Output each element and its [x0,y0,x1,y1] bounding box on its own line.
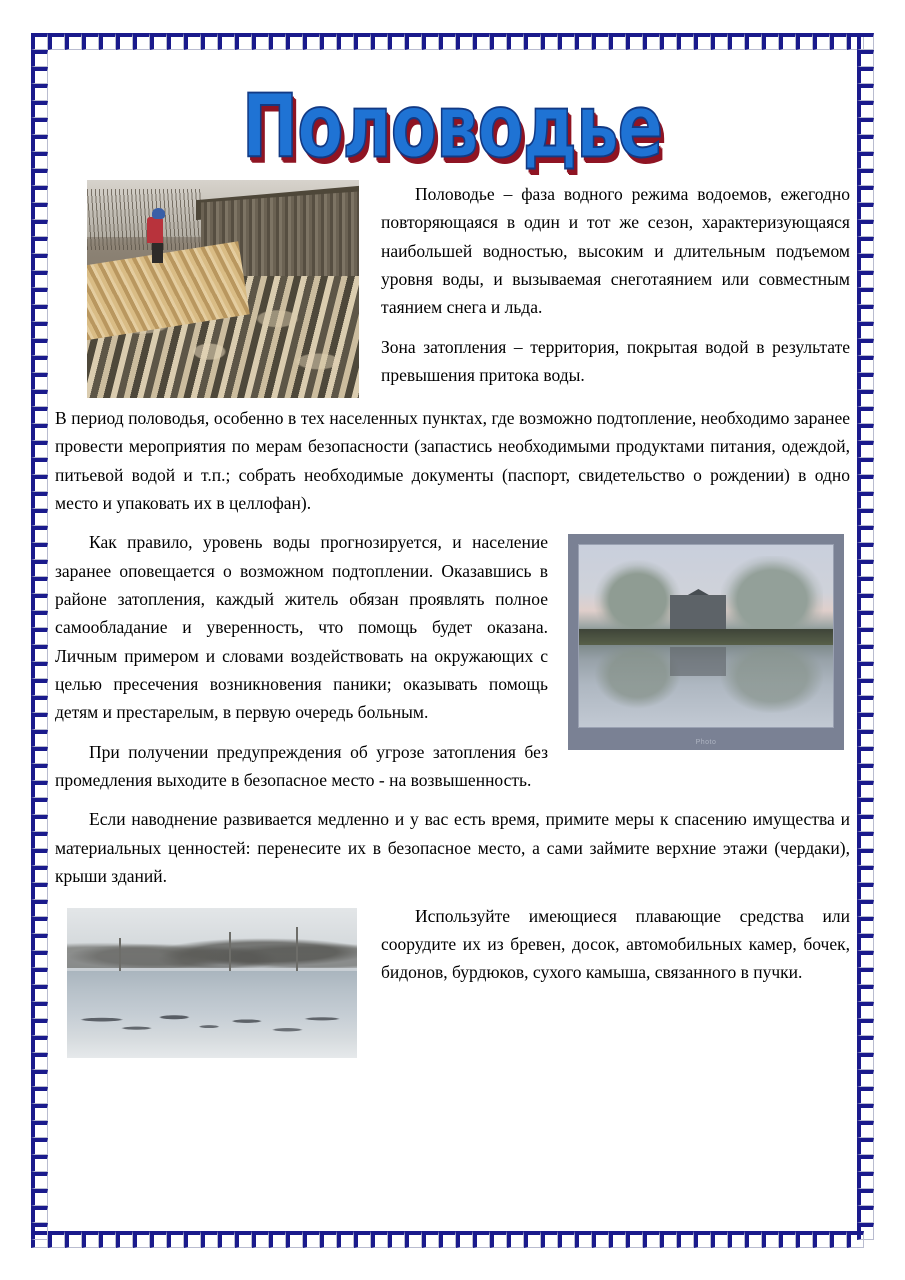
border-brick-bottom [116,1231,133,1248]
paragraph-warning: При получении предупреждения об угрозе затопления без промедления выходите в безопасное место - на возвышенность. [55,741,548,791]
border-brick-bottom [677,1231,694,1248]
border-brick-bottom [592,1231,609,1248]
border-brick-right [857,747,874,764]
border-brick-left [31,1206,48,1223]
border-brick-right [857,1155,874,1172]
border-brick-bottom [626,1231,643,1248]
border-brick-bottom [643,1231,660,1248]
border-brick-top [490,33,507,50]
border-brick-right [857,101,874,118]
border-brick-top [235,33,252,50]
border-brick-bottom [609,1231,626,1248]
border-brick-right [857,696,874,713]
border-brick-left [31,492,48,509]
border-brick-right [857,322,874,339]
border-brick-left [31,1138,48,1155]
border-brick-bottom [456,1231,473,1248]
border-brick-top [150,33,167,50]
border-brick-right [857,305,874,322]
border-brick-right [857,475,874,492]
border-brick-top [728,33,745,50]
border-brick-top [201,33,218,50]
border-brick-bottom [507,1231,524,1248]
border-brick-top [779,33,796,50]
border-brick-left [31,594,48,611]
border-brick-left [31,815,48,832]
border-brick-left [31,543,48,560]
border-brick-left [31,866,48,883]
border-brick-bottom [847,1231,864,1248]
border-brick-bottom [269,1231,286,1248]
photo-logs-person-legs [152,241,163,263]
border-brick-bottom [524,1231,541,1248]
border-brick-right [857,577,874,594]
border-brick-left [31,220,48,237]
photo-logs-person-hood [152,208,165,219]
border-brick-left [31,186,48,203]
border-brick-top [133,33,150,50]
border-brick-bottom [830,1231,847,1248]
border-brick-right [857,152,874,169]
border-brick-left [31,679,48,696]
border-brick-top [48,33,65,50]
border-brick-bottom [762,1231,779,1248]
border-brick-bottom [99,1231,116,1248]
border-brick-right [857,866,874,883]
border-brick-top [473,33,490,50]
border-brick-right [857,917,874,934]
border-brick-bottom [133,1231,150,1248]
border-brick-top [847,33,864,50]
border-brick-top [660,33,677,50]
border-brick-right [857,1036,874,1053]
border-brick-bottom [31,1231,48,1248]
photo-reflection-mirror-house [670,647,726,676]
border-brick-right [857,1189,874,1206]
border-brick-top [558,33,575,50]
border-brick-right [857,1087,874,1104]
border-brick-left [31,1036,48,1053]
border-brick-right [857,339,874,356]
border-brick-left [31,628,48,645]
border-brick-left [31,475,48,492]
border-brick-right [857,594,874,611]
border-brick-right [857,356,874,373]
border-brick-top [507,33,524,50]
border-brick-right [857,84,874,101]
title-wordart: Половодье [242,76,663,178]
border-brick-left [31,849,48,866]
border-brick-right [857,254,874,271]
photo-flooded-plain [67,908,357,1058]
border-brick-right [857,611,874,628]
border-brick-right [857,237,874,254]
border-brick-left [31,169,48,186]
border-brick-left [31,577,48,594]
border-brick-left [31,883,48,900]
photo-logs-background-trees [87,189,201,250]
border-brick-bottom [150,1231,167,1248]
border-brick-left [31,917,48,934]
border-brick-bottom [796,1231,813,1248]
border-brick-right [857,968,874,985]
photo-reflection-mirror-tree-left [594,647,680,709]
border-brick-right [857,679,874,696]
paragraph-slow-flood: Если наводнение развивается медленно и у вас есть время, примите меры к спасению имущества и материальных ценностей: перенесите их в безопасное место, а сами займите верхние этажи (чердаки), крыши зданий. [55,809,850,887]
border-brick-top [31,33,48,50]
border-brick-top [592,33,609,50]
border-brick-top [269,33,286,50]
border-brick-bottom [303,1231,320,1248]
photo-reflection-mirror-tree-right [721,647,823,713]
border-brick-bottom [48,1231,65,1248]
border-brick-right [857,1019,874,1036]
border-brick-right [857,67,874,84]
border-brick-left [31,101,48,118]
border-brick-left [31,730,48,747]
border-brick-bottom [813,1231,830,1248]
content-area [55,60,850,1225]
border-brick-bottom [371,1231,388,1248]
photo-reflection-tree-right [721,556,823,636]
photo-dusk-reflection [578,544,834,728]
border-brick-right [857,288,874,305]
border-brick-top [116,33,133,50]
border-brick-left [31,798,48,815]
border-brick-right [857,951,874,968]
border-brick-right [857,645,874,662]
border-brick-right [857,373,874,390]
paragraph-definition-flood: Половодье – фаза водного режима водоемов, ежегодно повторяющаяся в один и тот же сезон, характеризующаяся наибольшей водностью, высоким и длительным подъемом уровня воды, и вызываемая снеготаянием или совместным таянием снега и льда. [381,184,850,318]
border-brick-bottom [82,1231,99,1248]
border-brick-right [857,798,874,815]
border-brick-left [31,1104,48,1121]
border-brick-top [813,33,830,50]
border-brick-left [31,1223,48,1240]
border-brick-top [575,33,592,50]
border-brick-right [857,815,874,832]
border-brick-right [857,832,874,849]
border-brick-bottom [473,1231,490,1248]
border-brick-top [388,33,405,50]
border-brick-left [31,611,48,628]
photo-reflection-frame [568,534,844,750]
border-brick-right [857,628,874,645]
border-brick-right [857,713,874,730]
border-brick-right [857,849,874,866]
photo-reflection-shoreline [579,629,833,645]
border-brick-bottom [252,1231,269,1248]
border-brick-bottom [184,1231,201,1248]
border-brick-left [31,1053,48,1070]
border-brick-left [31,985,48,1002]
border-brick-top [643,33,660,50]
border-brick-bottom [388,1231,405,1248]
border-brick-left [31,356,48,373]
border-brick-right [857,135,874,152]
border-brick-bottom [541,1231,558,1248]
border-brick-left [31,135,48,152]
border-brick-left [31,645,48,662]
border-brick-top [524,33,541,50]
border-brick-bottom [558,1231,575,1248]
border-brick-left [31,1172,48,1189]
border-brick-bottom [422,1231,439,1248]
border-brick-top [422,33,439,50]
border-brick-left [31,713,48,730]
border-brick-top [609,33,626,50]
paragraph-floating-means: Используйте имеющиеся плавающие средства или соорудите их из бревен, досок, автомобильных камер, бочек, бидонов, бурдюков, сухого камыша, связанного в пучки. [381,905,850,983]
border-brick-bottom [711,1231,728,1248]
border-brick-right [857,50,874,67]
page-title [55,60,850,180]
border-brick-top [694,33,711,50]
border-brick-right [857,509,874,526]
border-brick-top [745,33,762,50]
border-brick-top [796,33,813,50]
photo-flooded-firewood [87,180,359,398]
border-brick-top [405,33,422,50]
border-brick-top [184,33,201,50]
border-brick-top [541,33,558,50]
border-brick-left [31,526,48,543]
border-right-run [857,33,874,1240]
photo-reflection-tree-left [594,560,680,633]
border-brick-bottom [779,1231,796,1248]
border-brick-right [857,169,874,186]
photo-logs-person-body [147,217,163,243]
border-brick-left [31,441,48,458]
border-brick-right [857,1104,874,1121]
border-brick-top [337,33,354,50]
border-brick-right [857,730,874,747]
border-brick-left [31,900,48,917]
border-brick-top [371,33,388,50]
border-brick-left [31,237,48,254]
border-brick-right [857,33,874,50]
border-brick-left [31,254,48,271]
border-brick-left [31,509,48,526]
border-brick-right [857,883,874,900]
border-brick-top [626,33,643,50]
border-brick-bottom [235,1231,252,1248]
border-brick-right [857,118,874,135]
border-brick-right [857,1070,874,1087]
border-brick-top [762,33,779,50]
photo-plain-treeline [67,926,357,968]
border-brick-top [303,33,320,50]
border-brick-left [31,781,48,798]
border-brick-right [857,662,874,679]
border-brick-left [31,1019,48,1036]
border-brick-left [31,339,48,356]
border-brick-left [31,1155,48,1172]
border-brick-left [31,50,48,67]
border-brick-bottom [337,1231,354,1248]
border-brick-right [857,271,874,288]
border-brick-left [31,662,48,679]
border-brick-top [830,33,847,50]
border-brick-bottom [320,1231,337,1248]
border-brick-left [31,203,48,220]
border-brick-right [857,764,874,781]
paragraph-preparation: В период половодья, особенно в тех населенных пунктах, где возможно подтопление, необходимо заранее провести мероприятия по мерам безопасности (запастись необходимыми продуктами питания, одеждой, питьевой водой и т.п.; собрать необходимые документы (паспорт, свидетельство о рождении) в одно место и упаковать их в целлофан). [55,408,850,514]
border-brick-left [31,152,48,169]
border-brick-left [31,1087,48,1104]
border-brick-top [439,33,456,50]
border-brick-bottom [65,1231,82,1248]
border-brick-right [857,1138,874,1155]
border-brick-left [31,1070,48,1087]
border-brick-top [82,33,99,50]
border-brick-right [857,203,874,220]
border-brick-bottom [575,1231,592,1248]
border-brick-bottom [694,1231,711,1248]
border-brick-right [857,1053,874,1070]
border-brick-top [252,33,269,50]
border-left-run [31,33,48,1240]
border-top-run [31,33,864,50]
border-brick-right [857,934,874,951]
border-brick-right [857,424,874,441]
border-bottom-run [31,1231,864,1248]
border-brick-left [31,271,48,288]
border-brick-right [857,1121,874,1138]
border-brick-top [677,33,694,50]
border-brick-bottom [354,1231,371,1248]
border-brick-right [857,390,874,407]
border-brick-left [31,696,48,713]
border-brick-top [711,33,728,50]
border-brick-right [857,1002,874,1019]
border-brick-bottom [439,1231,456,1248]
border-brick-right [857,526,874,543]
border-brick-left [31,747,48,764]
border-brick-right [857,1206,874,1223]
border-brick-left [31,390,48,407]
border-brick-left [31,968,48,985]
border-brick-bottom [745,1231,762,1248]
border-brick-left [31,1002,48,1019]
border-brick-left [31,1121,48,1138]
border-brick-bottom [218,1231,235,1248]
border-brick-right [857,543,874,560]
border-brick-left [31,1189,48,1206]
border-brick-right [857,220,874,237]
border-brick-bottom [167,1231,184,1248]
border-brick-right [857,560,874,577]
border-brick-left [31,934,48,951]
border-brick-top [65,33,82,50]
border-brick-left [31,560,48,577]
border-brick-left [31,67,48,84]
border-brick-left [31,33,48,50]
border-brick-right [857,985,874,1002]
border-brick-left [31,305,48,322]
border-brick-left [31,84,48,101]
border-brick-right [857,186,874,203]
border-brick-top [320,33,337,50]
border-brick-right [857,1172,874,1189]
border-brick-right [857,781,874,798]
border-brick-top [167,33,184,50]
border-brick-left [31,322,48,339]
border-brick-right [857,1223,874,1240]
border-brick-left [31,407,48,424]
paragraph-forecast: Как правило, уровень воды прогнозируется, и население заранее оповещается о возможном подтоплении. Оказавшись в районе затопления, каждый житель обязан проявлять полное самообладание и уверенность, что помощь будет оказана. Личным примером и словами воздействовать на окружающих с целью пресечения возникновения паники; оказывать помощь детям и престарелым, в первую очередь больным. [55,532,548,723]
border-brick-bottom [490,1231,507,1248]
photo-reflection-watermark: Photo [695,739,717,747]
border-brick-right [857,492,874,509]
border-brick-left [31,951,48,968]
border-brick-top [99,33,116,50]
photo-plain-ice-floes [67,1004,357,1043]
border-brick-top [456,33,473,50]
border-brick-bottom [728,1231,745,1248]
border-brick-right [857,458,874,475]
paragraph-definition-flood-zone: Зона затопления – территория, покрытая водой в результате превышения притока воды. [381,336,850,386]
border-brick-right [857,407,874,424]
border-brick-left [31,832,48,849]
border-brick-left [31,288,48,305]
border-brick-top [286,33,303,50]
border-brick-left [31,373,48,390]
border-brick-left [31,118,48,135]
border-brick-left [31,424,48,441]
border-brick-top [354,33,371,50]
border-brick-bottom [405,1231,422,1248]
border-brick-bottom [286,1231,303,1248]
border-brick-right [857,441,874,458]
border-brick-left [31,458,48,475]
photo-reflection-house [670,595,726,631]
border-brick-bottom [201,1231,218,1248]
border-brick-left [31,764,48,781]
border-brick-bottom [660,1231,677,1248]
border-brick-right [857,900,874,917]
border-brick-top [218,33,235,50]
